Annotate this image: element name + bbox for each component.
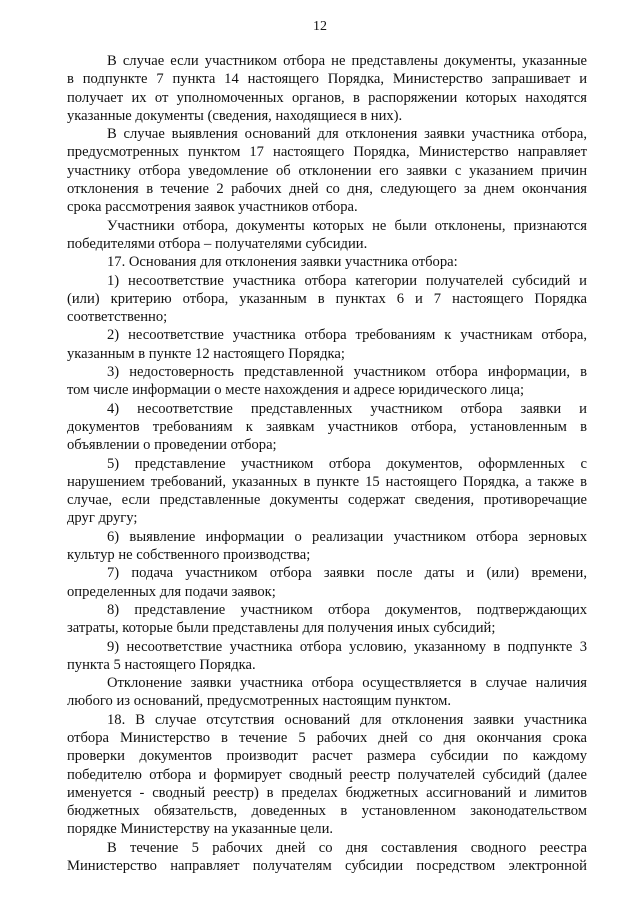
- page-number: 12: [313, 19, 327, 34]
- text-line: любого из оснований, предусмотренных настоящим пунктом.: [67, 693, 451, 710]
- text-line: В течение 5 рабочих дней со дня составления сводного реестра: [107, 839, 587, 856]
- document-body: [67, 52, 587, 875]
- text-line: в подпункте 7 пункта 14 настоящего Порядка, Министерство запрашивает и: [67, 71, 587, 88]
- text-line: 4) несоответствие представленных участником отбора заявки и: [107, 400, 587, 417]
- text-line: Отклонение заявки участника отбора осуществляется в случае наличия: [107, 675, 587, 692]
- text-line: участнику отбора уведомление об отклонении его заявки с указанием причин: [67, 162, 587, 179]
- text-line: 6) выявление информации о реализации участником отбора зерновых: [107, 528, 587, 545]
- text-line: (или) критерию отбора, указанным в пунктах 6 и 7 настоящего Порядка: [67, 290, 587, 307]
- text-line: 5) представление участником отбора документов, оформленных с: [107, 455, 587, 472]
- text-line: культур не собственного производства;: [67, 547, 311, 564]
- text-line: Министерство направляет получателям субсидии посредством электронной: [67, 858, 587, 875]
- text-line: предусмотренных пунктом 17 настоящего Порядка, Министерство направляет: [67, 144, 587, 161]
- text-line: бюджетных обязательств, доведенных в установленном законодательством: [67, 803, 587, 820]
- text-line: победителю отбора и формирует сводный реестр получателей субсидий (далее: [67, 766, 587, 783]
- text-line: 1) несоответствие участника отбора категории получателей субсидий и: [107, 272, 587, 289]
- text-line: 9) несоответствие участника отбора условию, указанному в подпункте 3: [107, 638, 587, 655]
- text-line: нарушением требований, указанных в пункте 15 настоящего Порядка, а также в: [67, 473, 587, 490]
- text-line: именуется - сводный реестр) в пределах бюджетных ассигнований и лимитов: [67, 784, 587, 801]
- text-line: победителями отбора – получателями субсидии.: [67, 235, 368, 252]
- text-line: Участники отбора, документы которых не были отклонены, признаются: [107, 217, 587, 234]
- text-line: 18. В случае отсутствия оснований для отклонения заявки участника: [107, 711, 587, 728]
- text-line: получает их от уполномоченных органов, в распоряжении которых находятся: [67, 89, 587, 106]
- text-line: В случае если участником отбора не представлены документы, указанные: [107, 53, 587, 69]
- text-line: друг другу;: [67, 510, 138, 527]
- text-line: срока рассмотрения заявок участников отбора.: [67, 199, 358, 216]
- text-line: объявлении о проведении отбора;: [67, 437, 277, 454]
- text-line: проверки документов производит расчет размера субсидии по каждому: [67, 748, 587, 765]
- text-line: 3) недостоверность представленной участником отбора информации, в: [107, 364, 587, 381]
- text-line: порядке Министерству на указанные цели.: [67, 821, 334, 838]
- text-line: документов требованиям к заявкам участников отбора, установленным в: [67, 418, 587, 435]
- text-line: 8) представление участником отбора документов, подтверждающих: [107, 601, 587, 618]
- text-line: отклонения в течение 2 рабочих дней со дня, следующего за днем окончания: [67, 181, 587, 198]
- text-line: 2) несоответствие участника отбора требованиям к участникам отбора,: [107, 327, 587, 344]
- text-line: соответственно;: [67, 309, 168, 326]
- text-line: указанные документы (сведения, находящиеся в них).: [67, 107, 403, 124]
- text-line: пункта 5 настоящего Порядка.: [67, 656, 256, 673]
- text-line: определенных для подачи заявок;: [67, 583, 276, 600]
- text-line: том числе информации о месте нахождения и адресе юридического лица;: [67, 382, 525, 399]
- text-line: отбора Министерство в течение 5 рабочих дней со дня окончания срока: [67, 729, 587, 746]
- text-line: случае, если представленные документы содержат сведения, противоречащие: [67, 492, 587, 509]
- text-line: указанным в пункте 12 настоящего Порядка;: [67, 345, 345, 362]
- text-line: 7) подача участником отбора заявки после даты и (или) времени,: [107, 565, 587, 582]
- text-line: 17. Основания для отклонения заявки участника отбора:: [107, 254, 458, 271]
- text-line: затраты, которые были представлены для получения иных субсидий;: [67, 620, 496, 637]
- text-line: В случае выявления оснований для отклонения заявки участника отбора,: [107, 126, 587, 143]
